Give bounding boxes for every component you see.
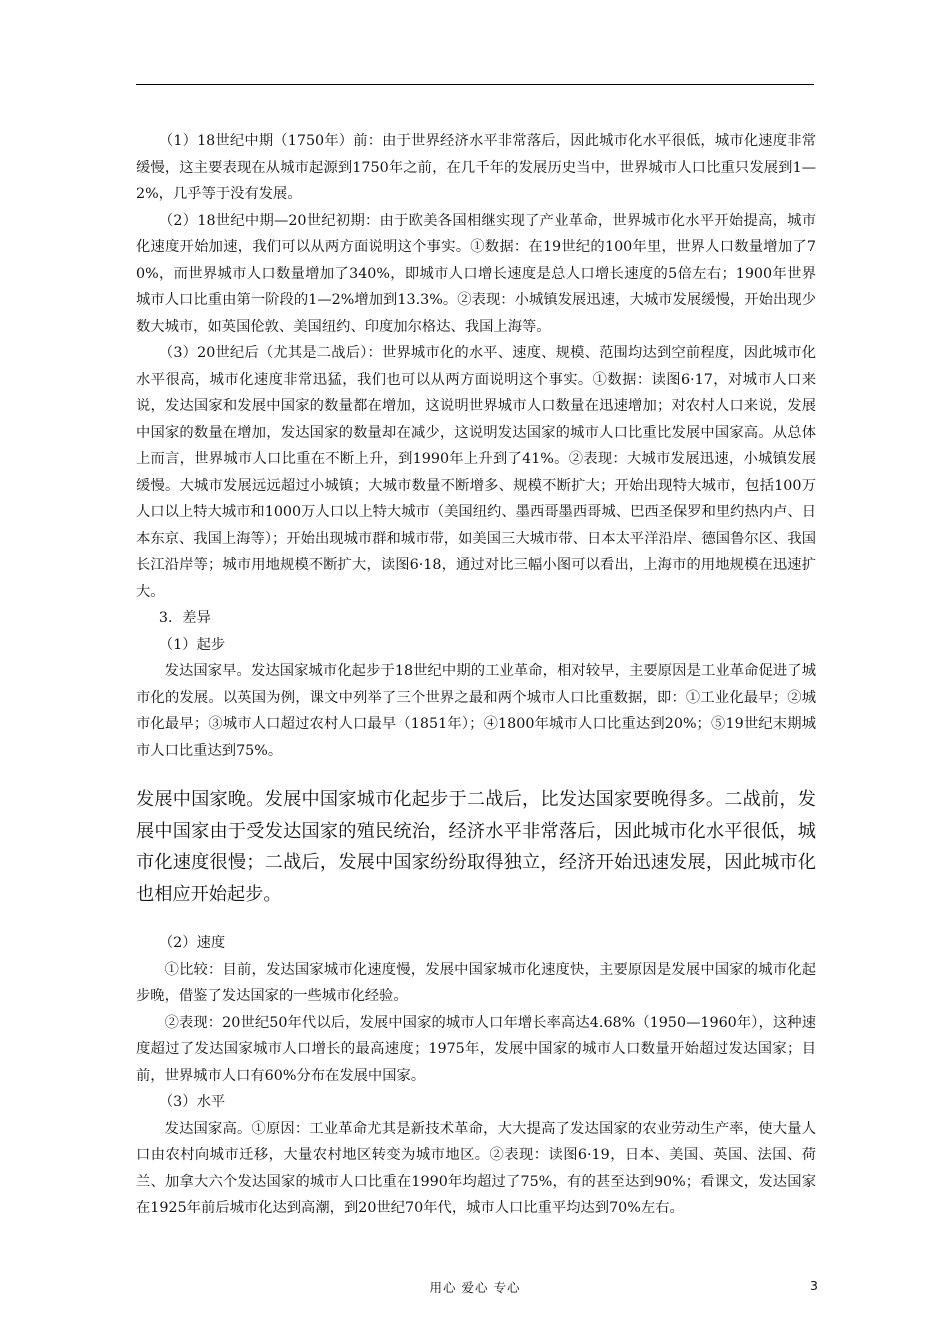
subheading-start: （1）起步 — [158, 636, 226, 653]
paragraph-developing-late: 发展中国家晚。发展中国家城市化起步于二战后，比发达国家要晚得多。二战前，发展中国家由于受发达国家的殖民统治，经济水平非常落后，因此城市化水平很低，城市化速度很慢；二战后，发展中国家纷纷取得独立，经济开始迅速发展，因此城市化也相应开始起步。 — [136, 789, 816, 905]
paragraph-stage-2: （2）18世纪中期—20世纪初期：由于欧美各国相继实现了产业革命，世界城市化水平开始提高，城市化速度开始加速，我们可以从两方面说明这个事实。①数据：在19世纪的100年里，世界人口数量增加了70%，而世界城市人口数量增加了340%，即城市人口增长速度是总人口增长速度的5倍左右；1900年世界城市人口比重由第一阶段的1—2%增加到13.3%。②表现：小城镇发展迅速，大城市发展缓慢，开始出现少数大城市，如英国伦敦、美国纽约、印度加尔格达、我国上海等。 — [136, 212, 816, 335]
subheading-speed: （2）速度 — [158, 935, 226, 951]
paragraph-stage-1: （1）18世纪中期（1750年）前：由于世界经济水平非常落后，因此城市化水平很低，城市化速度非常缓慢，这主要表现在从城市起源到1750年之前，在几千年的发展历史当中，世界城市人口比重只发展到1—2%，几乎等于没有发展。 — [136, 133, 816, 202]
header-rule — [136, 84, 814, 85]
paragraph-level: 发达国家高。①原因：工业革命尤其是新技术革命，大大提高了发达国家的农业劳动生产率，使大量人口由农村向城市迁移，大量农村地区转变为城市地区。②表现：读图6·19，日本、美国、英国、法国、荷兰、加拿大六个发达国家的城市人口比重在1990年均超过了75%，有的甚至达到90%；看课文，发达国家在1925年前后城市化达到高潮，到20世纪70年代，城市人口比重平均达到70%左右。 — [136, 1120, 816, 1216]
paragraph-speed-compare: ①比较：目前，发达国家城市化速度慢，发展中国家城市化速度快，主要原因是发展中国家的城市化起步晚，借鉴了发达国家的一些城市化经验。 — [136, 961, 816, 1004]
page-number: 3 — [810, 1278, 818, 1293]
paragraph-developed-early: 发达国家早。发达国家城市化起步于18世纪中期的工业革命，相对较早，主要原因是工业革命促进了城市化的发展。以英国为例，课文中列举了三个世界之最和两个城市人口比重数据，即：①工业化最早；②城市化最早；③城市人口超过农村人口最早（1851年）；④1800年城市人口比重达到20%；⑤19世纪末期城市人口比重达到75%。 — [136, 663, 816, 759]
footer-motto: 用心 爱心 专心 — [429, 1280, 521, 1295]
paragraph-speed-evidence: ②表现：20世纪50年代以后，发展中国家的城市人口年增长率高达4.68%（1950—1960年），这种速度超过了发达国家城市人口增长的最高速度；1975年，发展中国家的城市人口数量开始超过发达国家；目前，世界城市人口有60%分布在发展中国家。 — [136, 1014, 816, 1084]
heading-differences: 3．差异 — [158, 610, 211, 626]
paragraph-stage-3: （3）20世纪后（尤其是二战后）：世界城市化的水平、速度、规模、范围均达到空前程度，因此城市化水平很高，城市化速度非常迅猛，我们也可以从两方面说明这个事实。①数据：读图6·17，对城市人口来说，发达国家和发展中国家的数量都在增加，这说明世界城市人口数量在迅速增加；对农村人口来说，发展中国家的数量在增加，发达国家的数量却在减少，这说明发达国家的城市人口比重比发展中国家高。从总体上而言，世界城市人口比重在不断上升，到1990年上升到了41%。②表现：大城市发展迅速，小城镇发展缓慢。大城市发展远远超过小城镇；大城市数量不断增多、规模不断扩大；开始出现特大城市，包括100万人口以上特大城市和1000万人口以上特大城市（美国纽约、墨西哥墨西哥城、巴西圣保罗和里约热内卢、日本东京、我国上海等）；开始出现城市群和城市带，如美国三大城市带、日本太平洋沿岸、德国鲁尔区、我国长江沿岸等；城市用地规模不断扩大，读图6·18，通过对比三幅小图可以看出，上海市的用地规模在迅速扩大。 — [136, 345, 816, 600]
body-text — [136, 128, 816, 1222]
subheading-level: （3）水平 — [158, 1094, 226, 1110]
